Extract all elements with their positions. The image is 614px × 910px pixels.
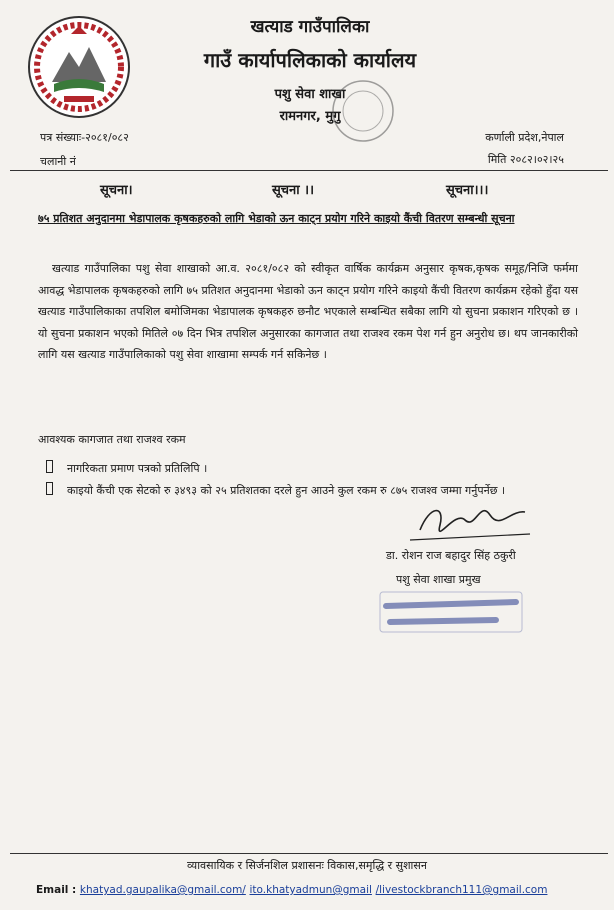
notice-body: खत्याड गाउँपालिका पशु सेवा शाखाको आ.व. २०८१/०८२ को स्वीकृत वार्षिक कार्यक्रम अनुसार कृषक,कृषक समूह/निजि फर्ममा आवद्ध भेडापालक कृषकहरुको लागि ७५ प्रतिशत अनुदानमा भेडाको ऊन काट्न प्रयोग गरिने काइयो कैंची वितरण कार्यक्रम रहेको हुँदा यस खत्याड गाउँपालिकाका तपशिल बमोजिमका भेडापालक कृषकहरु छनौट भएकाले सम्बन्धित सबैका लागि यो सुचना प्रकाशन गरिएको छ । यो सुचना प्रकाशन भएको मितिले ०७ दिन भित्र तपशिल अनुसारका कागजात तथा राजश्व रकम पेश गर्न हुन अनुरोध छ। थप जानकारीको लागि यस खत्याड गाउँपालिकाको पशु सेवा शाखामा सम्पर्क गर्न सकिनेछ । [38,262,578,361]
required-documents-title: आवश्यक कागजात तथा राजश्व रकम [38,433,186,446]
notice-heading: सूचना। [100,183,133,198]
handwritten-signature [400,490,540,550]
footer-motto: व्यावसायिक र सिर्जनशिल प्रशासनः विकास,समृद्धि र सुशासन [187,859,427,872]
signer-name: डा. रोशन राज बहादुर सिंह ठकुरी [386,549,516,562]
footer-contact [36,884,547,896]
list-item-text: काइयो कैंची एक सेटको रु ३४९३ को २५ प्रतिशतका दरले हुन आउने कुल रकम रु ८७५ राजश्व जम्मा गर्नुपर्नेछ । [67,484,506,497]
place-name: रामनगर, मुगु [279,109,341,124]
province: कर्णाली प्रदेश,नेपाल [485,131,564,144]
signer-title: पशु सेवा शाखा प्रमुख [396,573,481,586]
list-item [46,458,576,480]
email-label: Email : [36,884,77,896]
office-seal-stamp [330,78,396,144]
email-link[interactable]: /livestockbranch111@gmail.com [375,884,548,896]
notice-heading: सूचना ।। [272,183,315,198]
bullet-box-icon [46,460,53,473]
letter-date: मिति २०८२।०२।२५ [487,153,564,166]
bullet-box-icon [46,482,53,495]
notice-subject: ७५ प्रतिशत अनुदानमा भेडापालक कृषकहरुको लागि भेडाको ऊन काट्न प्रयोग गरिने काइयो कैंची वितरण सम्बन्धी सूचना [38,212,515,225]
org-name: खत्याड गाउँपालिका [250,17,370,37]
branch-name: पशु सेवा शाखा [274,87,346,102]
email-link[interactable]: ito.khatyadmun@gmail [249,884,372,896]
registration-number: चलानी नं [40,155,76,168]
list-item-text: नागरिकता प्रमाण पत्रको प्रतिलिपि । [67,462,208,475]
notice-heading: सूचना।।। [446,183,489,198]
nepal-emblem-logo [24,12,134,122]
reference-number: पत्र संख्याः-२०८१/०८२ [40,131,129,144]
header-divider [10,170,608,171]
footer-divider [10,853,608,854]
email-link[interactable]: khatyad.gaupalika@gmail.com/ [79,884,246,896]
office-name: गाउँ कार्यापलिकाको कार्यालय [203,48,417,72]
official-name-stamp [376,588,526,636]
